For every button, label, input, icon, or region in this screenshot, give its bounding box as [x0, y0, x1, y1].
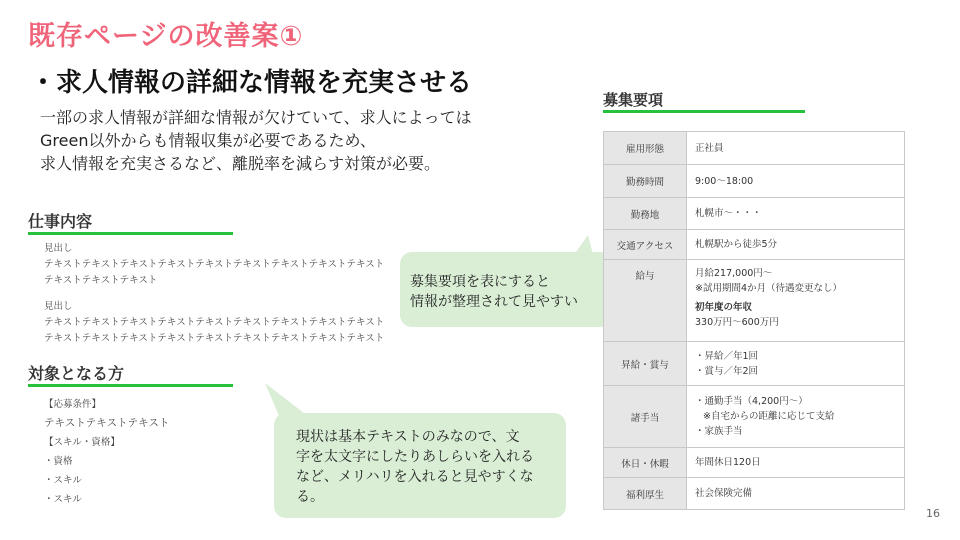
callout-line: 現状は基本テキストのみなので、文: [296, 429, 520, 445]
callout-line: 字を太文字にしたりあしらいを入れる: [296, 449, 534, 465]
row-value: [687, 198, 905, 230]
value-line: 初年度の年収: [695, 302, 753, 313]
callout-text-note: [274, 413, 566, 518]
row-value: [687, 165, 905, 198]
row-value: [687, 260, 905, 342]
row-value: [687, 342, 905, 386]
requirements-underline: [603, 110, 805, 113]
target-line: テキストテキストテキスト: [44, 417, 170, 429]
table-row: [604, 198, 905, 230]
table-row: [604, 132, 905, 165]
job-text-line: テキストテキストテキストテキストテキストテキストテキストテキストテキスト: [44, 259, 385, 270]
job-section-title: 仕事内容: [28, 212, 93, 231]
slide-subheading: ・求人情報の詳細な情報を充実させる: [30, 68, 473, 98]
value-line: ※試用期間4か月（待遇変更なし）: [695, 283, 843, 294]
row-key: 勤務時間: [604, 165, 687, 198]
value-line: 正社員: [695, 142, 724, 154]
slide-title: 既存ページの改善案①: [28, 21, 304, 52]
requirements-title: 募集要項: [603, 91, 664, 109]
target-line: ・資格: [44, 456, 73, 467]
table-row: [604, 165, 905, 198]
target-line: 【応募条件】: [44, 399, 102, 410]
value-line: 札幌駅から徒歩5分: [695, 239, 778, 250]
row-key: 福利厚生: [604, 478, 687, 510]
table-row: [604, 230, 905, 260]
lead-line: 求人情報を充実さるなど、離脱率を減らす対策が必要。: [40, 154, 441, 173]
value-line: ・賞与／年2回: [695, 365, 759, 377]
lead-paragraph: [40, 106, 472, 175]
value-line: 330万円〜600万円: [695, 317, 779, 328]
table-row: [604, 478, 905, 510]
lead-line: Green以外からも情報収集が必要であるため、: [40, 131, 376, 150]
value-line: ※自宅からの距離に応じて支給: [703, 411, 835, 422]
job-section-underline: [28, 232, 233, 235]
page-number: 16: [926, 507, 940, 520]
value-line: ・通勤手当（4,200円〜）: [695, 396, 808, 407]
table-row: [604, 260, 905, 342]
value-line: 年間休日120日: [695, 457, 761, 468]
row-key: 雇用形態: [604, 132, 687, 165]
callout-line: など、メリハリを入れると見やすくな: [296, 469, 534, 485]
row-key: 諸手当: [604, 386, 687, 448]
table-row: [604, 342, 905, 386]
row-value: [687, 230, 905, 260]
target-line: ・スキル: [44, 475, 82, 486]
target-section-title: 対象となる方: [28, 364, 125, 383]
job-section-body: [44, 241, 384, 347]
value-line: 月給217,000円〜: [695, 268, 773, 279]
value-line: 札幌市〜・・・: [695, 208, 762, 219]
job-heading: 見出し: [44, 301, 73, 312]
value-line: ・昇給／年1回: [695, 350, 759, 362]
row-key: 給与: [604, 260, 687, 342]
row-value: [687, 132, 905, 165]
callout-line: る。: [296, 489, 324, 505]
job-heading: 見出し: [44, 243, 73, 254]
target-section-underline: [28, 384, 233, 387]
job-text-line: テキストテキストテキストテキストテキストテキストテキストテキストテキスト: [44, 333, 385, 344]
row-value: [687, 386, 905, 448]
row-key: 昇給・賞与: [604, 342, 687, 386]
table-row: [604, 448, 905, 478]
row-value: [687, 448, 905, 478]
callout-table-note: [400, 252, 612, 327]
job-text-line: テキストテキストテキストテキストテキストテキストテキストテキストテキスト: [44, 317, 385, 328]
value-line: 社会保険完備: [695, 488, 753, 499]
target-section-body: [44, 395, 169, 509]
callout-line: 募集要項を表にすると: [410, 274, 550, 290]
callout-line: 情報が整理されて見やすい: [410, 294, 578, 310]
job-text-line: テキストテキストテキスト: [44, 275, 158, 286]
row-key: 交通アクセス: [604, 230, 687, 260]
requirements-table: [603, 131, 905, 510]
target-line: ・スキル: [44, 494, 82, 505]
row-key: 勤務地: [604, 198, 687, 230]
row-key: 休日・休暇: [604, 448, 687, 478]
lead-line: 一部の求人情報が詳細な情報が欠けていて、求人によっては: [40, 108, 472, 127]
value-line: 9:00〜18:00: [695, 175, 754, 187]
value-line: ・家族手当: [695, 426, 743, 437]
row-value: [687, 478, 905, 510]
target-line: 【スキル・資格】: [44, 437, 120, 448]
table-row: [604, 386, 905, 448]
